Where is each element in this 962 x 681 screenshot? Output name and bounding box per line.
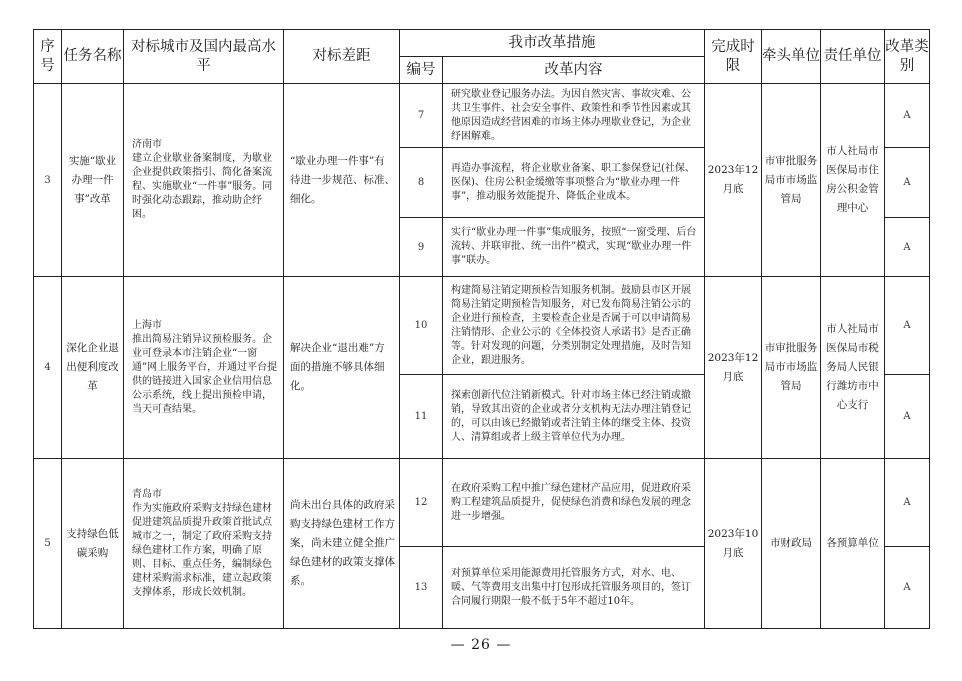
header-benchmark: 对标城市及国内最高水平 xyxy=(124,30,284,84)
measure-content: 实行“歇业办理一件事”集成服务，按照“一窗受理、后台流转、并联审批、统一出件”模式，实现“歇业办理一件事”联办。 xyxy=(443,218,705,277)
responsible-unit: 市人社局市医保局市税务局人民银行潍坊市中心支行 xyxy=(821,277,885,459)
header-seq: 序号 xyxy=(34,30,62,84)
measure-no: 11 xyxy=(400,375,443,459)
task-name: 深化企业退出便利度改革 xyxy=(62,277,124,459)
header-gap: 对标差距 xyxy=(284,30,400,84)
header-content: 改革内容 xyxy=(443,57,705,84)
reform-category: A xyxy=(885,84,930,148)
measure-content: 探索创新代位注销新模式。针对市场主体已经注销或撤销，导致其出资的企业或者分支机构无法办理注销登记的，可以由该已经撤销或者注销主体的继受主体、投资人、清算组或者上级主管单位代为办理。 xyxy=(443,375,705,459)
measure-no: 12 xyxy=(400,459,443,547)
header-no: 编号 xyxy=(400,57,443,84)
benchmark-city: 上海市 xyxy=(132,319,162,331)
reform-category: A xyxy=(885,547,930,629)
reform-table xyxy=(33,29,930,629)
task-name: 实施“歇业办理一件事”改革 xyxy=(62,84,124,277)
table-row xyxy=(34,84,930,148)
header-task: 任务名称 xyxy=(62,30,124,84)
benchmark-city: 青岛市 xyxy=(132,488,162,500)
row-seq: 4 xyxy=(34,277,62,459)
header-deadline: 完成时限 xyxy=(705,30,762,84)
page-number: — 26 — xyxy=(450,637,512,653)
deadline: 2023年10月底 xyxy=(705,459,762,629)
measure-content: 研究歇业登记服务办法。为因自然灾害、事故灾难、公共卫生事件、社会安全事件、政策性和季节性因素或其他原因造成经营困难的市场主体办理歇业登记，为企业纾困解难。 xyxy=(443,84,705,148)
measure-no: 10 xyxy=(400,277,443,375)
lead-unit: 市审批服务局市市场监管局 xyxy=(762,277,821,459)
reform-category: A xyxy=(885,148,930,218)
table-row xyxy=(34,277,930,375)
responsible-unit: 市人社局市医保局市住房公积金管理中心 xyxy=(821,84,885,277)
reform-category: A xyxy=(885,277,930,375)
task-name: 支持绿色低碳采购 xyxy=(62,459,124,629)
row-seq: 5 xyxy=(34,459,62,629)
header-lead: 牵头单位 xyxy=(762,30,821,84)
benchmark-text: 建立企业歇业备案制度，为歇业企业提供政策指引、简化备案流程、实施歇业“一件事”服务。同时强化动态跟踪，推动助企纾困。 xyxy=(132,153,273,220)
measure-content: 对预算单位采用能源费用托管服务方式，对水、电、暖、气等费用支出集中打包形成托管服务项目的，签订合同履行期限一般不低于5年不超过10年。 xyxy=(443,547,705,629)
lead-unit: 市审批服务局市市场监管局 xyxy=(762,84,821,277)
measure-content: 构建简易注销定期预检告知服务机制。鼓励县市区开展简易注销定期预检告知服务，对已发布简易注销公示的企业进行预检查，主要检查企业是否属于可以申请简易注销情形、企业公示的《全体投资人承诺书》是否正确等。针对发现的问题，分类别制定处理措施，及时告知企业，跟进服务。 xyxy=(443,277,705,375)
gap-text: 解决企业“退出难”方面的措施不够具体细化。 xyxy=(284,277,400,459)
gap-text: “歇业办理一件事”有待进一步规范、标准、细化。 xyxy=(284,84,400,277)
gap-text: 尚未出台具体的政府采购支持绿色建材工作方案，尚未建立健全推广绿色建材的政策支撑体系。 xyxy=(284,459,400,629)
header-responsible: 责任单位 xyxy=(821,30,885,84)
lead-unit: 市财政局 xyxy=(762,459,821,629)
measure-no: 7 xyxy=(400,84,443,148)
measure-no: 8 xyxy=(400,148,443,218)
row-seq: 3 xyxy=(34,84,62,277)
table-row xyxy=(34,459,930,547)
header-measures: 我市改革措施 xyxy=(400,30,705,57)
reform-category: A xyxy=(885,218,930,277)
measure-content: 再造办事流程，将企业歇业备案、职工参保登记(社保、医保)、住房公积金缓缴等事项整合为“歇业办理一件事”，推动服务效能提升、降低企业成本。 xyxy=(443,148,705,218)
header-category: 改革类别 xyxy=(885,30,930,84)
deadline: 2023年12月底 xyxy=(705,277,762,459)
benchmark-city: 济南市 xyxy=(132,139,162,150)
reform-category: A xyxy=(885,459,930,547)
deadline: 2023年12月底 xyxy=(705,84,762,277)
responsible-unit: 各预算单位 xyxy=(821,459,885,629)
measure-content: 在政府采购工程中推广绿色建材产品应用，促进政府采购工程建筑品质提升，促使绿色消费和绿色发展的理念进一步增强。 xyxy=(443,459,705,547)
benchmark-text: 推出简易注销异议预检服务。企业可登录本市注销企业“一窗通”网上服务平台，并通过平台提供的链接进入国家企业信用信息公示系统，线上提出预检申请，当天可查结果。 xyxy=(132,333,278,415)
benchmark-text: 作为实施政府采购支持绿色建材促进建筑品质提升政策首批试点城市之一，制定了政府采购支持绿色建材工作方案，明确了原则、目标、重点任务，编制绿色建材采购需求标准，建立起政策支撑体系，形成长效机制。 xyxy=(132,502,272,598)
benchmark-cell xyxy=(124,277,284,459)
measure-no: 13 xyxy=(400,547,443,629)
benchmark-cell xyxy=(124,84,284,277)
benchmark-cell xyxy=(124,459,284,629)
reform-category: A xyxy=(885,375,930,459)
measure-no: 9 xyxy=(400,218,443,277)
